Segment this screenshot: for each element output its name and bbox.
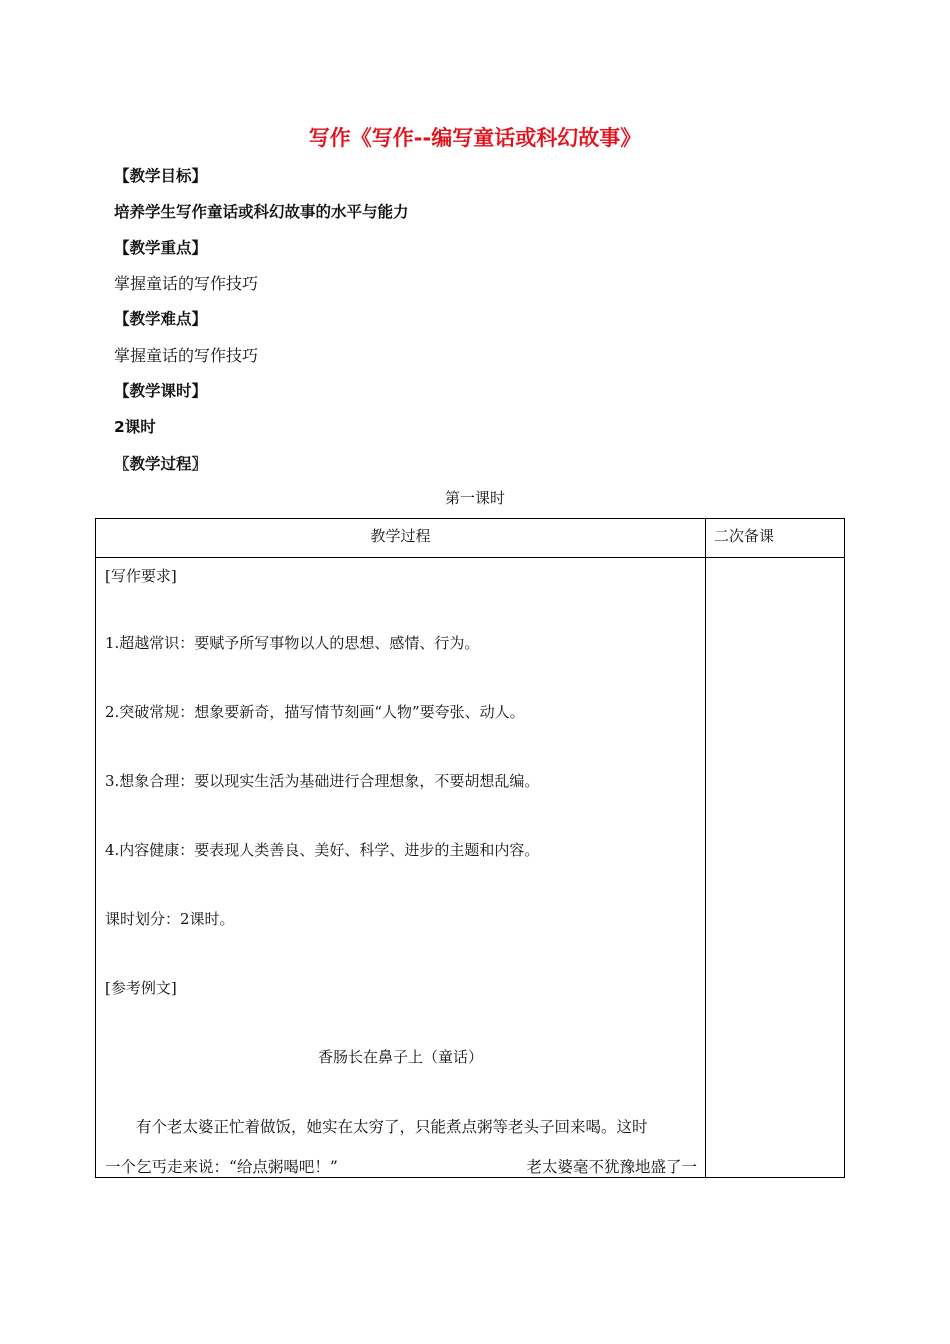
column-divider [705, 519, 706, 1177]
story-paragraph-line-2-right: 老太婆毫不犹豫地盛了一 [526, 1158, 697, 1176]
difficulty-heading: 【教学难点】 [114, 310, 208, 328]
hours-heading: 【教学课时】 [114, 382, 208, 400]
key-text: 掌握童话的写作技巧 [114, 274, 259, 293]
story-paragraph-line-1: 有个老太婆正忙着做饭，她实在太穷了，只能煮点粥等老头子回来喝。这时 [136, 1118, 648, 1136]
header-divider [96, 557, 844, 558]
document-title: 写作《写作--编写童话或科幻故事》 [308, 126, 642, 150]
requirement-item-4: 4.内容健康：要表现人类善良、美好、科学、进步的主题和内容。 [105, 841, 540, 859]
hours-text: 2课时 [114, 418, 156, 436]
schedule-text: 课时划分：2课时。 [105, 910, 235, 928]
process-heading: 〖教学过程〗 [114, 455, 208, 473]
difficulty-text: 掌握童话的写作技巧 [114, 346, 259, 365]
key-heading: 【教学重点】 [114, 239, 208, 257]
example-label: [参考例文] [105, 979, 177, 997]
story-paragraph-line-2-left: 一个乞丐走来说：“给点粥喝吧！” [105, 1158, 338, 1176]
requirement-item-1: 1.超越常识：要赋予所写事物以人的思想、感情、行为。 [105, 634, 480, 652]
session-label: 第一课时 [444, 489, 505, 507]
lesson-table [95, 518, 845, 1178]
goal-text: 培养学生写作童话或科幻故事的水平与能力 [114, 203, 409, 221]
requirement-item-2: 2.突破常规：想象要新奇，描写情节刻画“人物”要夸张、动人。 [105, 703, 525, 721]
column-header-process: 教学过程 [370, 527, 431, 545]
goal-heading: 【教学目标】 [114, 167, 208, 185]
requirement-item-3: 3.想象合理：要以现实生活为基础进行合理想象，不要胡想乱编。 [105, 772, 540, 790]
story-title: 香肠长在鼻子上（童话） [317, 1048, 483, 1066]
requirements-label: [写作要求] [105, 567, 177, 585]
column-header-second-prep: 二次备课 [714, 527, 775, 545]
